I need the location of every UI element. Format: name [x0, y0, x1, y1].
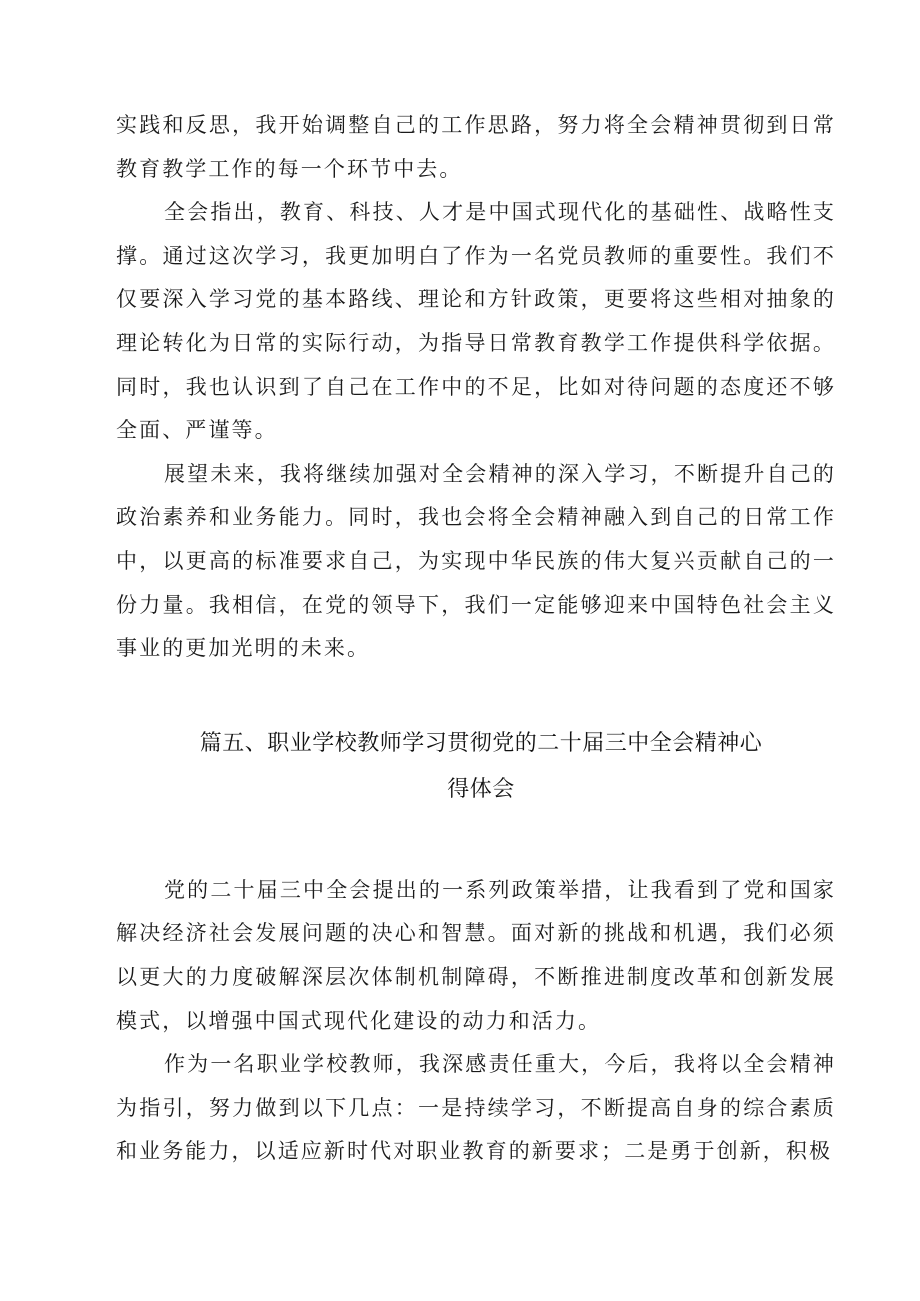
section-heading: [116, 721, 836, 813]
paragraph-policy-measures: 党的二十届三中全会提出的一系列政策举措，让我看到了党和国家解决经济社会发展问题的决心和智慧。面对新的挑战和机遇，我们必须以更大的力度破解深层次体制机制障碍，不断推进制度改革和创新发展模式，以增强中国式现代化建设的动力和活力。: [116, 877, 836, 1033]
paragraph-plenary-points: 全会指出，教育、科技、人才是中国式现代化的基础性、战略性支撑。通过这次学习，我更加明白了作为一名党员教师的重要性。我们不仅要深入学习党的基本路线、理论和方针政策，更要将这些相对抽象的理论转化为日常的实际行动，为指导日常教育教学工作提供科学依据。同时，我也认识到了自己在工作中的不足，比如对待问题的态度还不够全面、严谨等。: [116, 200, 836, 443]
section-heading-line-2: 得体会: [447, 776, 515, 802]
paragraph-outlook: 展望未来，我将继续加强对全会精神的深入学习，不断提升自己的政治素养和业务能力。同时，我也会将全会精神融入到自己的日常工作中，以更高的标准要求自己，为实现中华民族的伟大复兴贡献自己的一份力量。我相信，在党的领导下，我们一定能够迎来中国特色社会主义事业的更加光明的未来。: [116, 461, 836, 661]
paragraph-teacher-commitment: 作为一名职业学校教师，我深感责任重大，今后，我将以全会精神为指引，努力做到以下几点：一是持续学习，不断提高自身的综合素质和业务能力，以适应新时代对职业教育的新要求；二是勇于创新，积极: [116, 1052, 836, 1164]
section-heading-line-1: 篇五、职业学校教师学习贯彻党的二十届三中全会精神心: [199, 730, 763, 756]
document-body: [116, 104, 836, 1174]
paragraph-continuation: 实践和反思，我开始调整自己的工作思路，努力将全会精神贯彻到日常教育教学工作的每一个环节中去。: [116, 113, 836, 181]
